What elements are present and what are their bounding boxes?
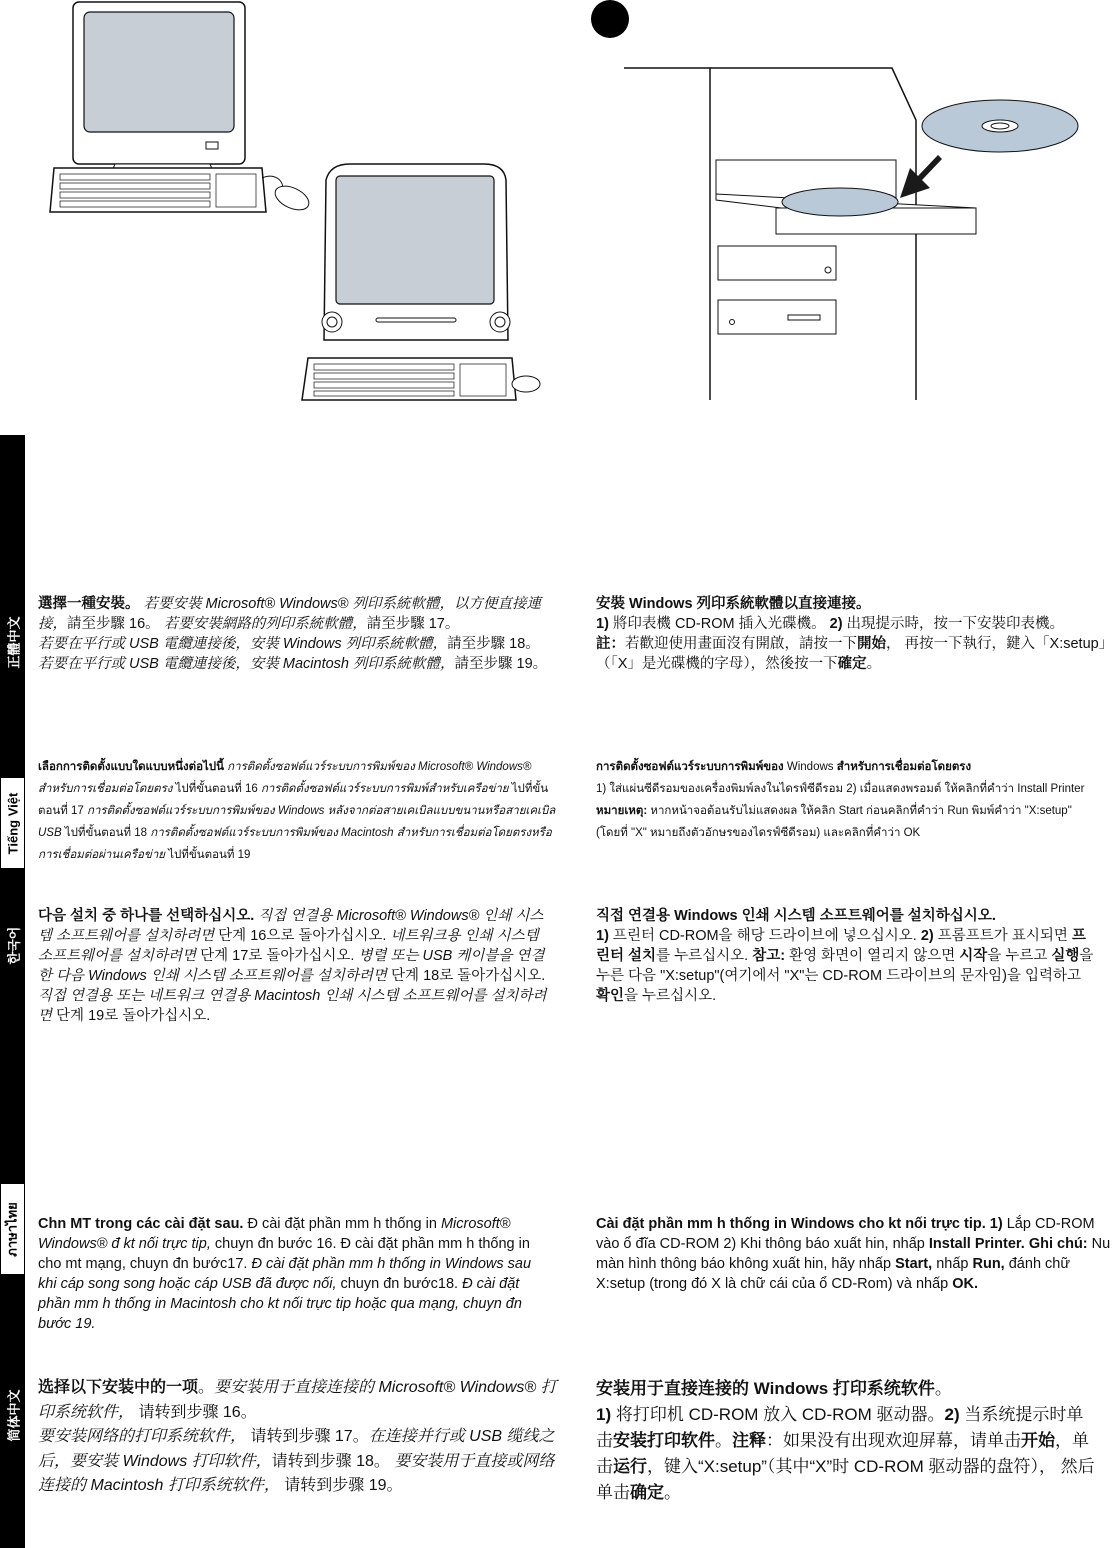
instruction-text: 。: [664, 1483, 681, 1502]
step-ref: ไปที่ขั้นตอนที่ 18: [61, 827, 151, 839]
instruction-text: 若歡迎使用畫面沒有開啟，請按一下: [625, 636, 857, 652]
section-title: Cài đặt phần mm h thống in Windows cho kt nối trực tip. 1): [596, 1216, 1003, 1232]
option-text: 병렬 또는 USB 케이블을 연결한 다음 Windows 인쇄 시스템 소프트웨어를 설치하려면: [38, 948, 545, 984]
option-text: การติดตั้งซอฟต์แวร์ระบบการพิมพ์ของ Windows หลังจากต่อสายเคเบิลแบบขนานหรือสายเคเบิล USB: [38, 805, 556, 839]
instruction-text: หากหน้าจอต้อนรับไม่แสดงผล ให้คลิก Start ก่อนคลิกที่คำว่า Run พิมพ์คำว่า "X:setup" (โดยที่ "X" หมายถึงตัวอักษรของไดรฟ์ซีดีรอม) และคลิกที่คำว่า OK: [596, 805, 1072, 839]
pc-keyboard-icon: [50, 168, 266, 212]
section-title: 安裝 Windows 列印系統軟體以直接連接。: [596, 596, 871, 612]
note-label: Ghi chú:: [1024, 1236, 1088, 1252]
install-label: 安装打印软件: [613, 1431, 715, 1450]
step-ref: chuyn đn bước18.: [336, 1276, 463, 1292]
trad-chinese-right-text: [596, 594, 1111, 674]
step-ref: ไปที่ขั้นตอนที่ 16: [172, 783, 261, 795]
instruction-text: 환영 화면이 열리지 않으면: [785, 948, 960, 964]
ok-label: 确定: [630, 1483, 664, 1502]
option-text: Microsoft® Windows® đ kt nối trực tip,: [38, 1216, 511, 1252]
instruction-text: 。: [198, 1379, 215, 1396]
note-label: 注释: [732, 1431, 766, 1450]
section-title: Windows: [783, 761, 837, 773]
thai-left-text: [38, 756, 558, 866]
step-number: 1): [596, 1405, 612, 1424]
step-ref: chuyn đn bước 16. Đ cài đặt phần mm h thống in cho mt mạng, chuyn đn bước17.: [38, 1236, 530, 1272]
instruction-text: 当系统提示时单击: [596, 1405, 1084, 1450]
lang-tab-vietnamese: [0, 777, 25, 869]
lang-tab-simp-chinese: [0, 1370, 25, 1460]
note-label: หมายเหตุ:: [596, 805, 648, 817]
option-text: 要安装用于直接或网络连接的 Macintosh 打印系统软件，: [38, 1452, 555, 1494]
instruction-text: 。: [934, 1379, 952, 1398]
step-ref: 请转到步骤 16。: [134, 1403, 257, 1421]
instruction-text: Đ cài đặt phần mm h thống in: [243, 1216, 441, 1232]
section-title: การติดตั้งซอฟต์แวร์ระบบการพิมพ์ของ: [596, 761, 784, 773]
start-label: 시작: [959, 948, 988, 964]
instruction-text: 프롬프트가 표시되면: [933, 928, 1072, 944]
lang-tab-trad-chinese: [0, 597, 25, 687]
option-text: 若要在平行或 USB 電纜連接後，安裝 Windows 列印系統軟體，: [38, 636, 448, 652]
vietnamese-left-text: [38, 1214, 553, 1334]
instruction-text: 를 누르십시오.: [656, 948, 753, 964]
option-text: การติดตั้งซอฟต์แวร์ระบบการพิมพ์ของ Microsoft® Windows® สำหรับการเชื่อมต่อโดยตรง: [38, 761, 532, 795]
step-ref: 请转到步骤 19。: [279, 1477, 403, 1494]
ok-label: 확인: [596, 988, 625, 1004]
step-number: 1): [596, 616, 609, 632]
pc-monitor-icon: [73, 2, 245, 178]
note-label: 참고:: [752, 948, 786, 964]
lang-tab-label: 简体中文: [6, 1388, 22, 1442]
language-sidebar: [0, 435, 25, 1548]
option-text: 若要安裝網路的列印系統軟體，: [159, 616, 367, 632]
step-number: 1): [596, 928, 609, 944]
step-ref: ไปที่ขั้นตอนที่ 17: [38, 783, 549, 817]
step-number: 2): [920, 928, 934, 944]
instruction-text: 。: [866, 656, 882, 672]
step-ref: ไปที่ขั้นตอนที่ 19: [165, 849, 251, 861]
step-ref: 請至步驟 18。: [447, 636, 540, 652]
instruction-text: 을 누르십시오.: [624, 988, 717, 1004]
instruction-text: nhấp: [932, 1256, 973, 1272]
option-text: Đ cài đặt phần mm h thống in Windows sau khi cáp song song hoặc cáp USB đã được nối,: [38, 1256, 532, 1292]
option-text: 在连接并行或 USB 缆线之后，要安装 Windows 打印软件，: [38, 1428, 555, 1470]
simp-chinese-right-text: [596, 1376, 1096, 1506]
intro-text: Chn MT trong các cài đặt sau.: [38, 1216, 244, 1232]
instruction-text: 將印表機 CD-ROM 插入光碟機。: [608, 616, 830, 632]
option-text: 要安装用于直接连接的 Microsoft® Windows® 打印系统软件，: [38, 1379, 557, 1421]
install-label: 프린터 설치: [596, 928, 1086, 964]
step-ref: 請至步驟 17。: [366, 616, 460, 632]
intro-text: 選擇一種安裝。: [38, 596, 140, 612]
instruction-text: Nu màn hình thông báo không xuất hin, hãy nhấp: [596, 1236, 1111, 1272]
step-number: 2): [944, 1405, 960, 1424]
lang-tab-korean: [0, 905, 25, 985]
instruction-text: 出現提示時，按一下安裝印表機。: [842, 616, 1065, 632]
lang-tab-label: 正體中文: [6, 615, 22, 669]
note-label: 註：: [596, 636, 625, 652]
install-label: Install Printer.: [928, 1236, 1025, 1252]
step-ref: 단계 17로 돌아가십시오.: [196, 948, 355, 964]
intro-text: เลือกการติดตั้งแบบใดแบบหนึ่งต่อไปนี้: [38, 761, 224, 773]
intro-text: 选择以下安装中的一项: [38, 1379, 199, 1396]
instruction-text: 1) ใส่แผ่นซีดีรอมของเครื่องพิมพ์ลงในไดรฟ์ซีดีรอม 2) เมื่อแสดงพรอมต์ ให้คลิกที่คำว่า Install Printer: [596, 783, 1085, 795]
imac-icon: [322, 164, 510, 340]
instruction-text: ，单击: [596, 1431, 1089, 1476]
instruction-text: 将打印机 CD-ROM 放入 CD-ROM 驱动器。: [611, 1405, 945, 1424]
option-text: 직접 연결용 또는 네트워크 연결용 Macintosh 인쇄 시스템 소프트웨어를 설치하려면: [38, 988, 547, 1024]
ok-label: OK.: [952, 1276, 979, 1292]
instruction-text: ， 再按一下執行，鍵入「X:setup」（「X」是光碟機的字母），然後按一下: [596, 636, 1106, 672]
option-text: 要安装网络的打印系统软件，: [38, 1428, 247, 1445]
start-label: 開始: [857, 636, 886, 652]
option-text: Đ cài đặt phần mm h thống in Macintosh cho kt nối trực tip hoặc qua mạng, chuyn đn bước 19.: [38, 1276, 522, 1332]
instruction-text: 을 누르고: [987, 948, 1052, 964]
step-number-badge: [591, 0, 629, 38]
lang-tab-label: Tiếng Việt: [5, 792, 20, 854]
computer-illustration: [40, 0, 570, 410]
cd-drive-illustration: [620, 60, 1110, 405]
lang-tab-thai: [0, 1183, 25, 1275]
trad-chinese-left-text: [38, 594, 553, 674]
section-title: 安装用于直接连接的 Windows 打印系统软件: [596, 1379, 935, 1398]
run-label: Run,: [972, 1256, 1005, 1272]
instruction-text: 프린터 CD-ROM을 해당 드라이브에 넣으십시오.: [608, 928, 921, 944]
instruction-text: ，键入“X:setup”（其中“X”时 CD-ROM 驱动器的盘符）， 然后单击: [596, 1457, 1095, 1502]
instruction-text: 을 누른 다음 "X:setup"(여기에서 "X"는 CD-ROM 드라이브의 문자임)을 입력하고: [596, 948, 1094, 984]
step-ref: 단계 19로 돌아가십시오.: [52, 1008, 211, 1024]
instruction-text: Lắp CD-ROM vào ổ đĩa CD-ROM 2) Khi thông báo xuất hin, nhấp: [596, 1216, 1095, 1252]
option-text: 若要安裝 Microsoft® Windows® 列印系統軟體，以方便直接連接，: [38, 596, 541, 632]
step-ref: 請至步驟 16。: [67, 616, 160, 632]
option-text: 네트워크용 인쇄 시스템 소프트웨어를 설치하려면: [38, 928, 539, 964]
step-number: 2): [829, 616, 843, 632]
step-ref: 請至步驟 19。: [454, 656, 548, 672]
step-ref: 단계 18로 돌아가십시오.: [387, 968, 546, 984]
pc-mouse-icon: [262, 176, 313, 215]
step-ref: 请转到步骤 18。: [271, 1452, 390, 1470]
run-label: 실행: [1051, 948, 1080, 964]
start-label: 开始: [1021, 1431, 1055, 1450]
option-text: 직접 연결용 Microsoft® Windows® 인쇄 시스템 소프트웨어를 설치하려면: [38, 908, 544, 944]
simp-chinese-left-text: [38, 1376, 558, 1499]
instruction-text: ：如果没有出现欢迎屏幕，请单击: [766, 1431, 1021, 1450]
run-label: 运行: [613, 1457, 647, 1476]
korean-right-text: [596, 906, 1096, 1006]
step-ref: 请转到步骤 17。: [246, 1428, 369, 1445]
option-text: การติดตั้งซอฟต์แวร์ระบบการพิมพ์ของ Macintosh สำหรับการเชื่อมต่อโดยตรงหรือการเชื่อมต่อผ่านเครือข่าย: [38, 827, 552, 861]
imac-keyboard-icon: [302, 358, 540, 400]
vietnamese-right-text: [596, 1214, 1111, 1294]
ok-label: 確定: [837, 656, 867, 672]
thai-right-text: [596, 756, 1096, 844]
start-label: Start,: [895, 1256, 933, 1272]
lang-tab-label: 한국어: [6, 926, 21, 964]
intro-text: 다음 설치 중 하나를 선택하십시오.: [38, 908, 255, 924]
insert-arrow-icon: [900, 155, 942, 198]
option-text: การติดตั้งซอฟต์แวร์ระบบการพิมพ์สำหรับเครือข่าย: [260, 783, 509, 795]
korean-left-text: [38, 906, 553, 1026]
section-title: 직접 연결용 Windows 인쇄 시스템 소프트웨어를 설치하십시오.: [596, 908, 996, 924]
instruction-text: 。: [715, 1431, 732, 1450]
cd-disc-icon: [922, 100, 1078, 152]
instruction-text: đánh chữ X:setup (trong đó X là chữ cái của ổ CD-Rom) và nhấp: [596, 1256, 1071, 1292]
option-text: 若要在平行或 USB 電纜連接後，安裝 Macintosh 列印系統軟體，: [38, 656, 455, 672]
step-ref: 단계 16으로 돌아가십시오.: [214, 928, 387, 944]
section-title: สำหรับการเชื่อมต่อโดยตรง: [836, 761, 972, 773]
lang-tab-label: ภาษาไทย: [5, 1201, 20, 1257]
